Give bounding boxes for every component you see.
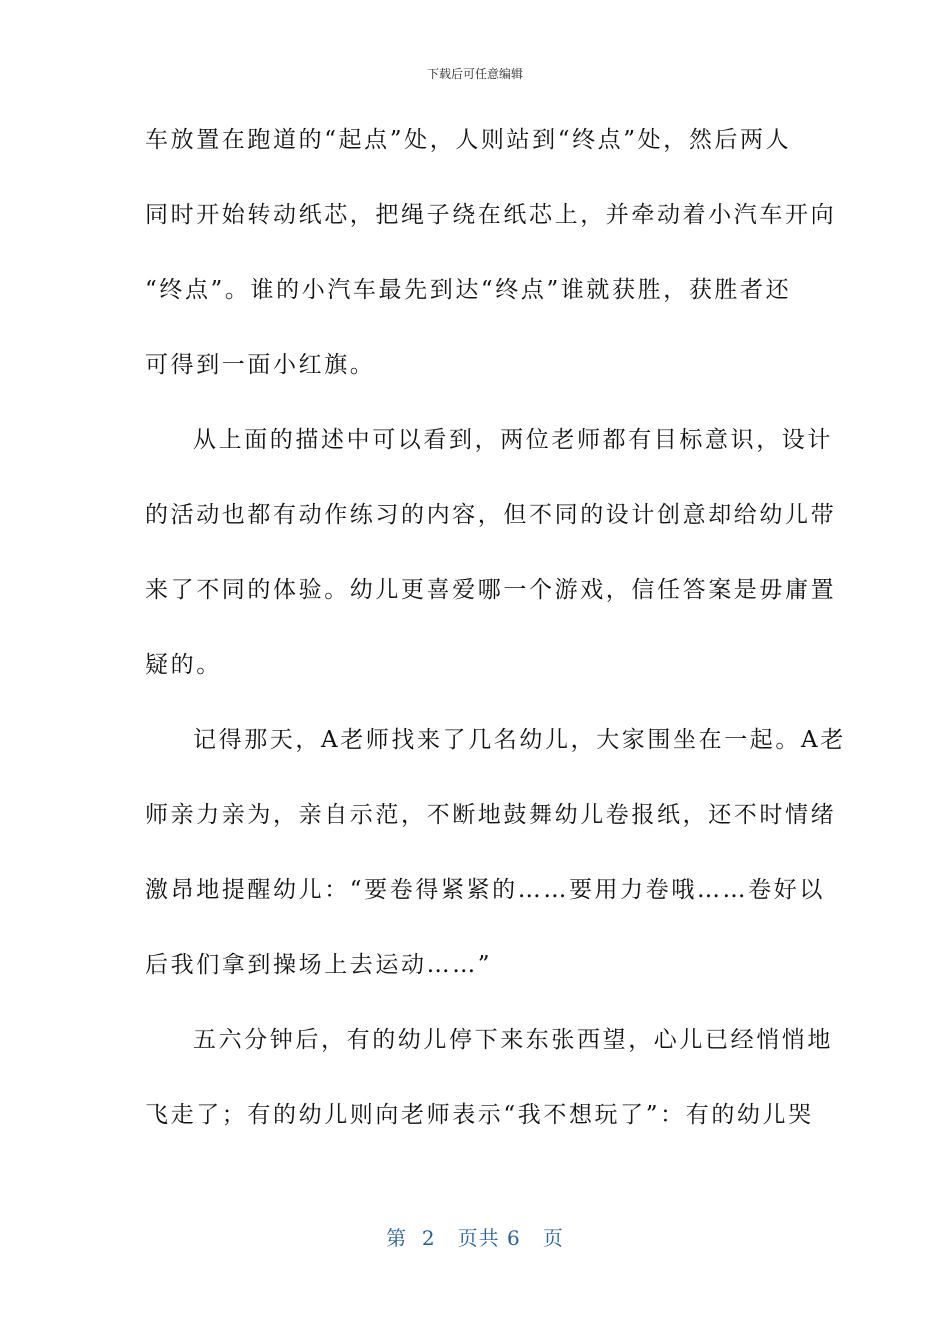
paragraph-first-line: 五六分钟后，有的幼儿停下来东张西望，心儿已经悄悄地 <box>193 1027 833 1053</box>
text-line: “终点”。谁的小汽车最先到达“终点”谁就获胜，获胜者还 <box>145 277 792 303</box>
paragraph-first-line: 从上面的描述中可以看到，两位老师都有目标意识，设计 <box>193 427 833 453</box>
page-header: 下载后可任意编辑 <box>426 67 523 81</box>
text-line: 师亲力亲为，亲自示范，不断地鼓舞幼儿卷报纸，还不时情绪 <box>145 802 837 828</box>
text-line: 后我们拿到操场上去运动……” <box>145 952 493 978</box>
text-line: 疑的。 <box>145 652 222 678</box>
paragraph-first-line: 记得那天，A老师找来了几名幼儿，大家围坐在一起。A老 <box>193 727 846 753</box>
text-line: 同时开始转动纸芯，把绳子绕在纸芯上，并牵动着小汽车开向 <box>145 202 837 228</box>
text-line: 激昂地提醒幼儿：“要卷得紧紧的……要用力卷哦……卷好以 <box>145 877 825 903</box>
text-line: 可得到一面小红旗。 <box>145 352 376 378</box>
text-line: 飞走了；有的幼儿则向老师表示“我不想玩了”：有的幼儿哭 <box>145 1102 814 1128</box>
text-line: 来了不同的体验。幼儿更喜爱哪一个游戏，信任答案是毋庸置 <box>145 577 837 603</box>
text-line: 车放置在跑道的“起点”处，人则站到“终点”处，然后两人 <box>145 127 792 153</box>
text-line: 的活动也都有动作练习的内容，但不同的设计创意却给幼儿带 <box>145 502 837 528</box>
page-number-footer: 第 2 页共 6 页 <box>386 1226 564 1250</box>
